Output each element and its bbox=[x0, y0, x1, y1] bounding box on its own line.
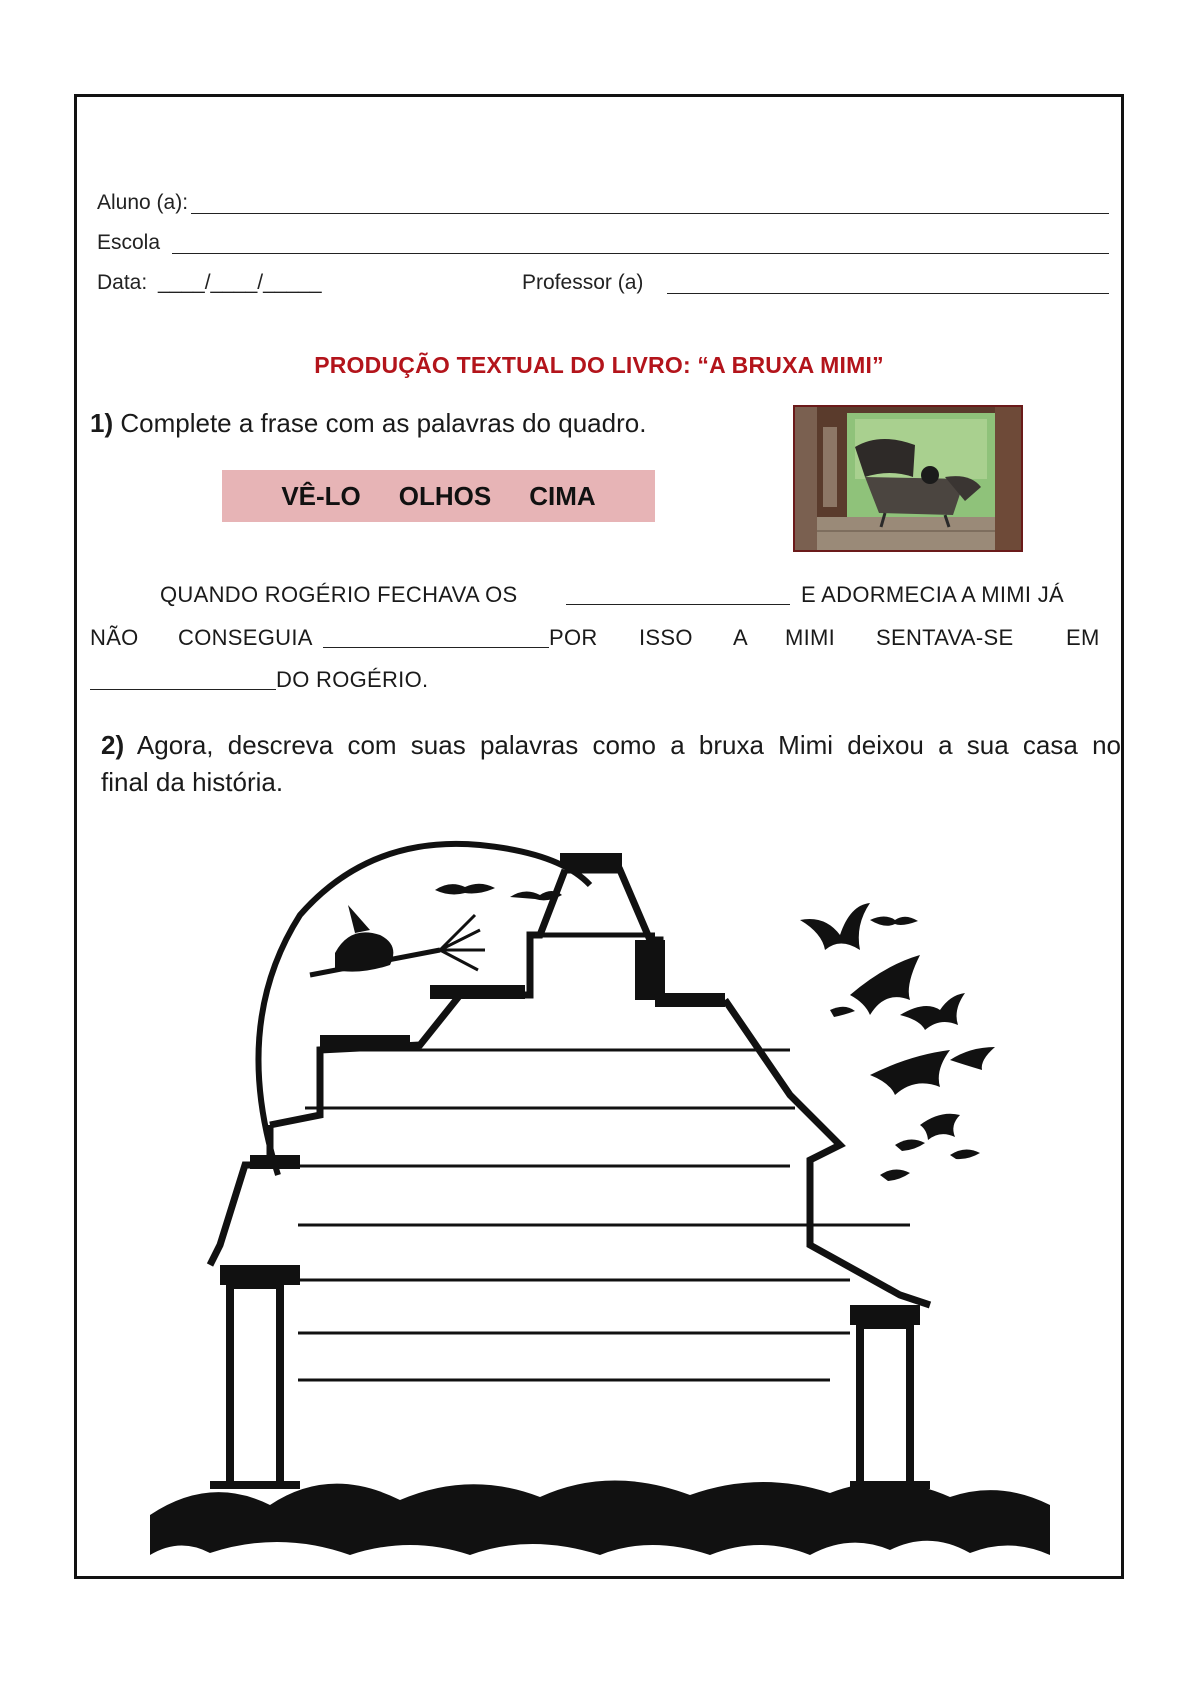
haunted-house-illustration bbox=[150, 825, 1080, 1580]
q1-line3: DO ROGÉRIO. bbox=[276, 667, 429, 692]
witch-chair-photo bbox=[793, 405, 1023, 552]
bats-icon bbox=[800, 903, 995, 1181]
q2-text-1: Agora, descreva com suas palavras como a bruxa Mimi deixou a sua casa no bbox=[136, 730, 1121, 760]
data-label: Data: bbox=[97, 271, 148, 294]
q1-line2-sentava: SENTAVA-SE bbox=[876, 625, 1014, 650]
q1-line2-mimi: MIMI bbox=[785, 625, 836, 650]
q2-prompt-line2: final da história. bbox=[101, 767, 284, 797]
escola-field[interactable] bbox=[172, 253, 1109, 254]
witch-icon bbox=[310, 905, 485, 975]
q1-line2-em: EM bbox=[1066, 625, 1100, 650]
word-box bbox=[222, 470, 655, 522]
q1-line2-isso: ISSO bbox=[639, 625, 693, 650]
word-2: OLHOS bbox=[398, 480, 492, 511]
q1-prompt bbox=[90, 408, 646, 439]
professor-label: Professor (a) bbox=[522, 271, 644, 294]
page-title: PRODUÇÃO TEXTUAL DO LIVRO: “A BRUXA MIMI” bbox=[314, 352, 884, 378]
aluno-field[interactable] bbox=[191, 213, 1109, 214]
q2-number: 2) bbox=[101, 730, 125, 760]
q1-line1-start: QUANDO ROGÉRIO FECHAVA OS bbox=[160, 582, 518, 607]
aluno-label: Aluno (a): bbox=[97, 191, 189, 214]
q1-line2-conseguia: CONSEGUIA bbox=[178, 625, 313, 650]
blank-1[interactable] bbox=[566, 604, 790, 605]
q1-line2-nao: NÃO bbox=[90, 625, 139, 650]
q1-line2-a: A bbox=[733, 625, 748, 650]
data-field[interactable]: ____/____/_____ bbox=[158, 271, 322, 294]
professor-field[interactable] bbox=[667, 293, 1109, 294]
q1-line2-por: POR bbox=[549, 625, 598, 650]
q1-line1-end: E ADORMECIA A MIMI JÁ bbox=[801, 582, 1065, 607]
q1-number: 1) bbox=[90, 408, 114, 438]
word-3: CIMA bbox=[529, 480, 596, 511]
blank-3[interactable] bbox=[90, 689, 276, 690]
escola-label: Escola bbox=[97, 231, 161, 254]
blank-2[interactable] bbox=[323, 647, 549, 648]
word-1: VÊ-LO bbox=[281, 480, 361, 511]
q2-prompt-line1 bbox=[101, 730, 1121, 761]
q1-text: Complete a frase com as palavras do quadro. bbox=[120, 408, 647, 438]
